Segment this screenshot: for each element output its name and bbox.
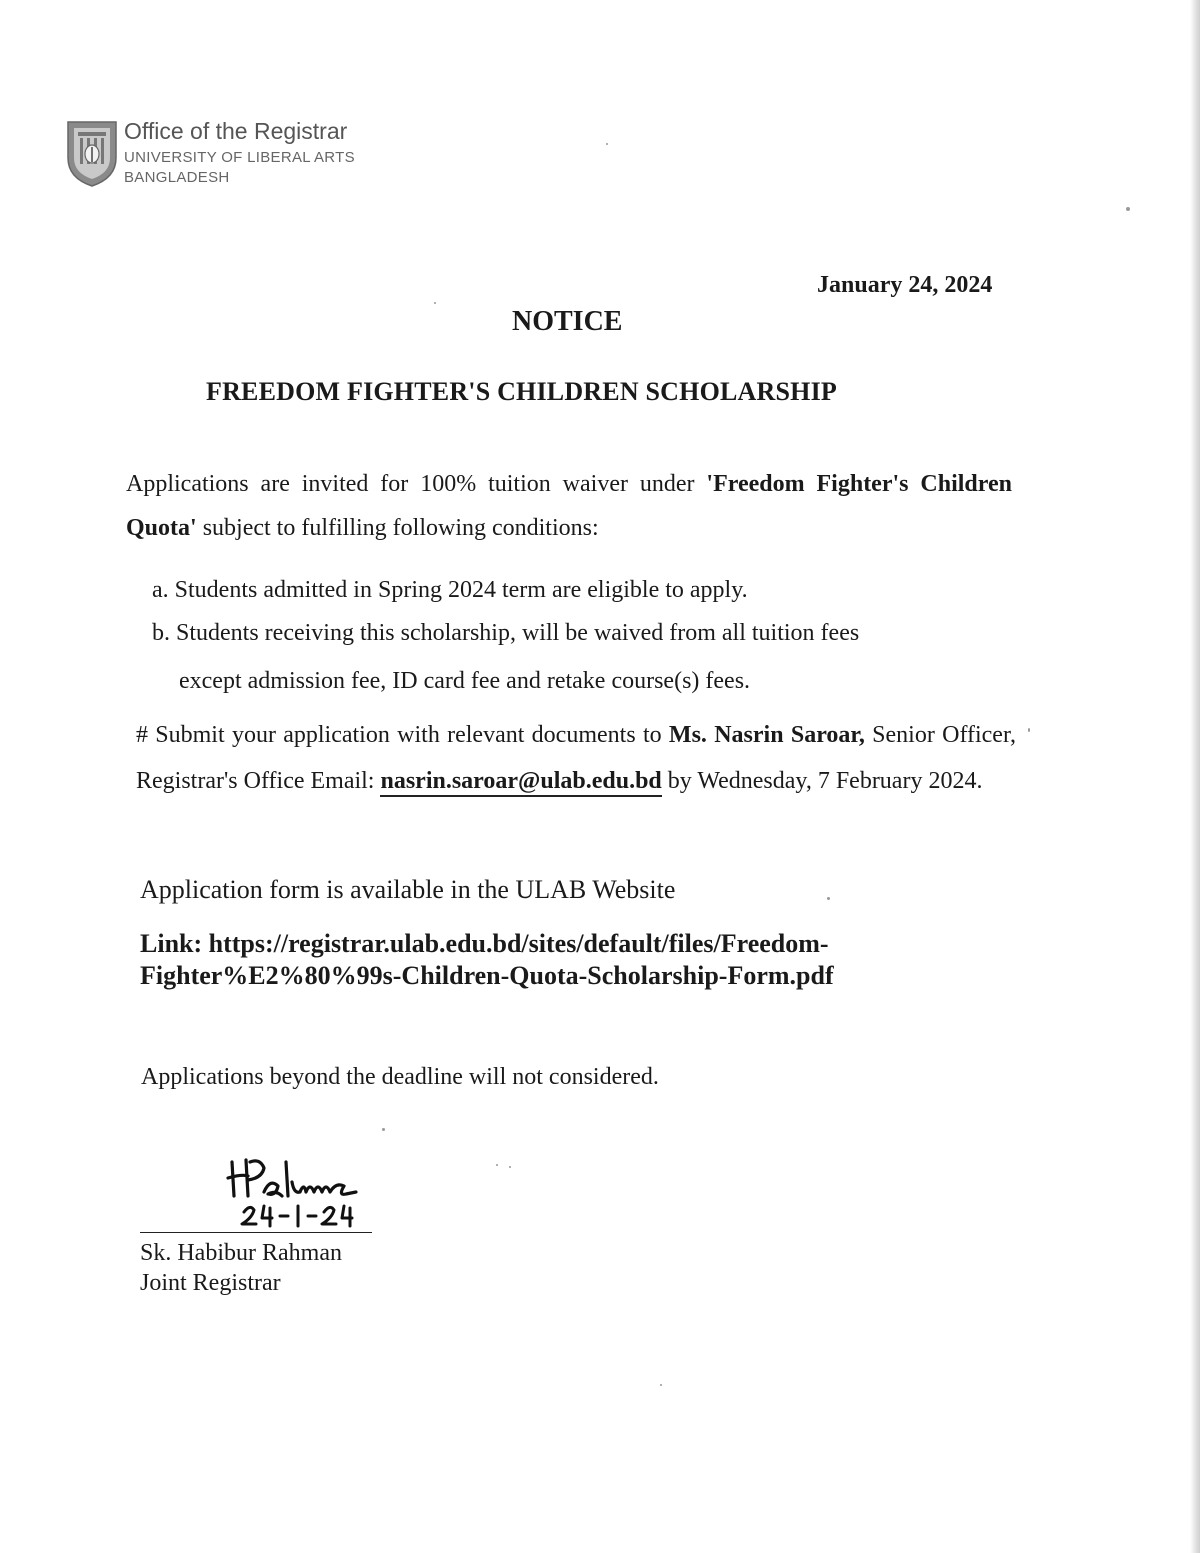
submission-paragraph xyxy=(136,712,1016,804)
intro-paragraph xyxy=(126,462,1012,550)
scan-speck xyxy=(660,1384,662,1386)
scan-speck xyxy=(1028,728,1030,732)
intro-text-2: subject to fulfilling following conditions: xyxy=(196,515,599,541)
signer-name: Sk. Habibur Rahman xyxy=(140,1240,342,1266)
condition-a: a. Students admitted in Spring 2024 term are eligible to apply. xyxy=(152,577,748,603)
deadline-note: Applications beyond the deadline will not considered. xyxy=(141,1064,659,1090)
submission-deadline: by Wednesday, 7 February 2024. xyxy=(661,768,983,794)
contact-email-link[interactable]: nasrin.saroar@ulab.edu.bd xyxy=(380,768,661,797)
signature-line xyxy=(140,1232,372,1233)
letterhead-office: Office of the Registrar xyxy=(124,118,348,144)
submission-prefix: # Submit your application with relevant documents to xyxy=(136,722,669,748)
contact-role: Senior Officer, Registrar's Office Email: xyxy=(136,722,1016,794)
scan-speck xyxy=(1126,207,1130,211)
form-link[interactable] xyxy=(140,928,834,992)
signer-block xyxy=(140,1238,342,1298)
scan-speck xyxy=(434,302,436,304)
condition-b-continued: except admission fee, ID card fee and retake course(s) fees. xyxy=(179,668,751,694)
letterhead xyxy=(64,118,384,192)
scan-edge-shadow xyxy=(1190,0,1200,1553)
form-link-line-1[interactable]: Link: https://registrar.ulab.edu.bd/sites/default/files/Freedom- xyxy=(140,929,829,958)
signer-title: Joint Registrar xyxy=(140,1270,281,1296)
quota-name: 'Freedom Fighter's Children Quota' xyxy=(126,471,1012,541)
scan-speck xyxy=(496,1164,498,1166)
university-crest-icon xyxy=(64,118,120,188)
letterhead-country: BANGLADESH xyxy=(124,169,230,186)
scan-speck xyxy=(509,1166,511,1168)
notice-subject: FREEDOM FIGHTER'S CHILDREN SCHOLARSHIP xyxy=(206,377,837,406)
form-link-line-2[interactable]: Fighter%E2%80%99s-Children-Quota-Scholarship-Form.pdf xyxy=(140,961,834,990)
scan-speck xyxy=(606,143,608,145)
handwritten-signature xyxy=(226,1152,386,1232)
condition-b: b. Students receiving this scholarship, will be waived from all tuition fees xyxy=(152,620,860,646)
form-availability: Application form is available in the ULAB Website xyxy=(140,875,676,904)
notice-title: NOTICE xyxy=(512,306,623,337)
scan-speck xyxy=(382,1128,385,1131)
intro-text-1: Applications are invited for 100% tuition waiver under xyxy=(126,471,707,497)
contact-name: Ms. Nasrin Saroar, xyxy=(668,722,865,748)
scan-speck xyxy=(827,897,830,900)
notice-date: January 24, 2024 xyxy=(817,272,993,298)
letterhead-university: UNIVERSITY OF LIBERAL ARTS xyxy=(124,149,355,166)
